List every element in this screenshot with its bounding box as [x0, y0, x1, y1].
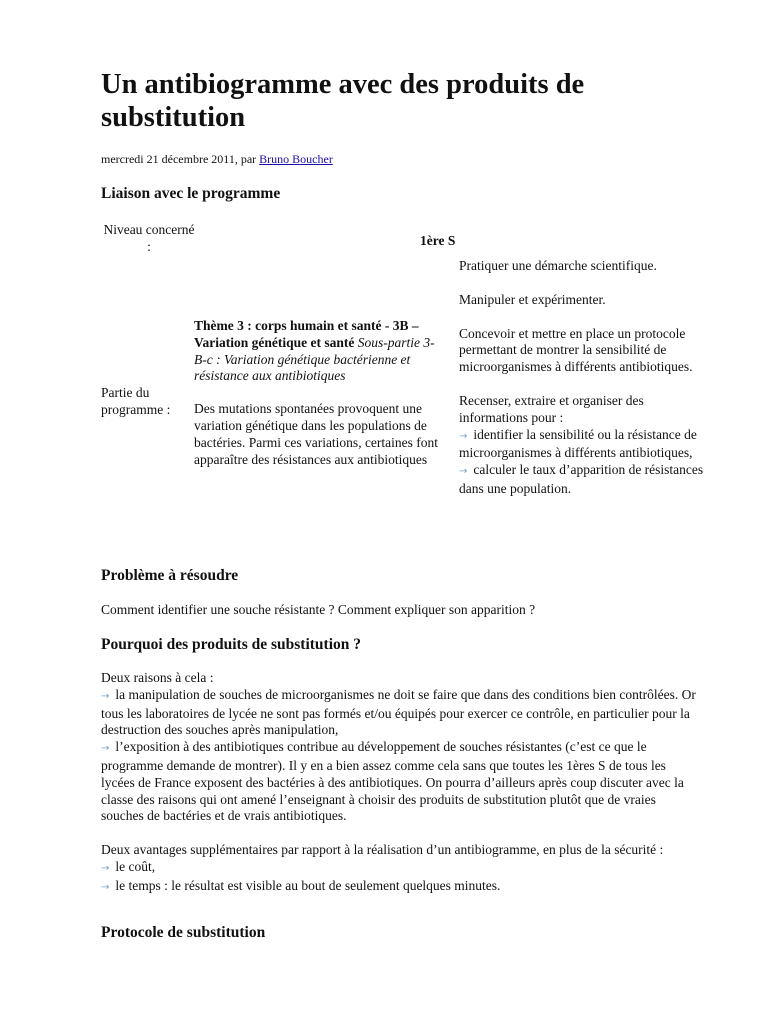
- arrow-right-icon: →: [459, 466, 468, 478]
- avantages-intro: Deux avantages supplémentaires par rapport à la réalisation d’un antibiogramme, en plus de la sécurité :: [101, 842, 664, 858]
- skill-4: Recenser, extraire et organiser des informations pour :: [459, 392, 644, 425]
- arrow-right-icon: →: [101, 743, 110, 755]
- avantage-1: → le coût,: [101, 858, 156, 874]
- theme-text: Des mutations spontanées provoquent une variation génétique dans les populations de bactéries. Parmi ces variations, certaines font apparaître des résistances aux antibiotiques: [194, 401, 439, 467]
- arrow-right-icon: →: [459, 430, 468, 442]
- probleme-text: Comment identifier une souche résistante ? Comment expliquer son apparition ?: [101, 602, 536, 617]
- raison-2: → l’exposition à des antibiotiques contribue au développement de souches résistantes (c’est ce que le programme demande de montrer). Il y en a bien assez comme cela sans que toutes les 1ères S de tous les lycées de France exposent des bactéries à des antibiotiques. On pourra d’ailleurs après coup discuter avec la classe des raisons qui ont amené l’enseignant à choisir des produits de substitution plutôt que de vraies souches de bactéries et de vrais antibiotiques.: [101, 739, 684, 824]
- pourquoi-body: [101, 670, 697, 897]
- raison-1: → la manipulation de souches de microorganismes ne doit se faire que dans des conditions bien contrôlées. Or tous les laboratoires de lycée ne sont pas formés et/ou équipés pour exercer ce contrôle, en particulier pour la destruction des souches après manipulation,: [101, 686, 696, 738]
- pourquoi-intro: Deux raisons à cela :: [101, 670, 214, 685]
- heading-protocole: Protocole de substitution: [101, 924, 266, 941]
- theme-cell: [194, 318, 446, 468]
- heading-probleme: Problème à résoudre: [101, 567, 239, 584]
- arrow-right-icon: →: [101, 862, 110, 874]
- niveau-label: Niveau concerné :: [103, 222, 195, 254]
- byline: [101, 152, 333, 166]
- partie-label: Partie du programme :: [101, 385, 171, 417]
- byline-date: mercredi 21 décembre 2011, par: [101, 152, 260, 166]
- theme-subtitle: Sous-partie 3-B-c : Variation génétique bactérienne et résistance aux antibiotiques: [194, 334, 435, 384]
- skill-3: Concevoir et mettre en place un protocole permettant de montrer la sensibilité de microorganismes à différents antibiotiques.: [459, 325, 693, 375]
- skill-bullet-1: → identifier la sensibilité ou la résistance de microorganismes à différents antibiotiques,: [459, 426, 697, 461]
- arrow-right-icon: →: [101, 690, 110, 702]
- skill-2: Manipuler et expérimenter.: [459, 291, 606, 307]
- arrow-right-icon: →: [101, 881, 110, 893]
- heading-pourquoi: Pourquoi des produits de substitution ?: [101, 636, 361, 653]
- niveau-value: 1ère S: [420, 233, 456, 248]
- skill-bullet-2: → calculer le taux d’apparition de résistances dans une population.: [459, 462, 704, 496]
- theme-title: Thème 3 : corps humain et santé - 3B – Variation génétique et santé: [194, 318, 419, 350]
- page-title: Un antibiogramme avec des produits de substitution: [101, 69, 585, 133]
- author-link[interactable]: Bruno Boucher: [259, 152, 333, 166]
- skills-cell: [459, 258, 707, 498]
- avantage-2: → le temps : le résultat est visible au bout de seulement quelques minutes.: [101, 877, 501, 893]
- heading-liaison: Liaison avec le programme: [101, 185, 281, 202]
- skill-1: Pratiquer une démarche scientifique.: [459, 258, 657, 273]
